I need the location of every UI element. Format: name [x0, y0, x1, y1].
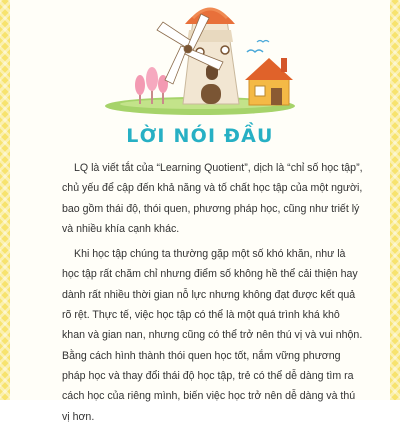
- preface-body: [62, 158, 364, 427]
- bird-icon: [247, 50, 263, 52]
- right-decorative-border: [390, 0, 400, 400]
- page-title: LỜI NÓI ĐẦU: [126, 125, 274, 147]
- pink-trees: [135, 67, 168, 104]
- paragraph-2: Khi học tập chúng ta thường gặp một số khó khăn, như là học tập rất chăm chỉ nhưng điểm số không hề thể cải thiện hay dành rất nhiều thời gian nỗ lực nhưng không đạt được kết quả rõ rệt. Thực tế, việc học tập có thể là một quá trình khá khô khan và gian nan, nhưng cũng có thể trở nên thú vị và vui nhộn. Bằng cách hình thành thói quen học tốt, nắm vững phương pháp học và thay đổi thái độ học tập, trẻ có thể dễ dàng tìm ra cách học của riêng mình, biến việc học trở nên dễ dàng và thú vị hơn.: [62, 248, 363, 423]
- left-decorative-border: [0, 0, 10, 400]
- paragraph-1: LQ là viết tắt của “Learning Quotient”, dịch là “chỉ số học tập”, chủ yếu để cập đến khả năng và tố chất học tập của một người, bao gồm thái độ, thói quen, phương pháp học, cũng như triết lý và nhiều khía cạnh khác.: [62, 162, 363, 235]
- small-house: [245, 58, 293, 105]
- windmill-illustration: [105, 0, 315, 118]
